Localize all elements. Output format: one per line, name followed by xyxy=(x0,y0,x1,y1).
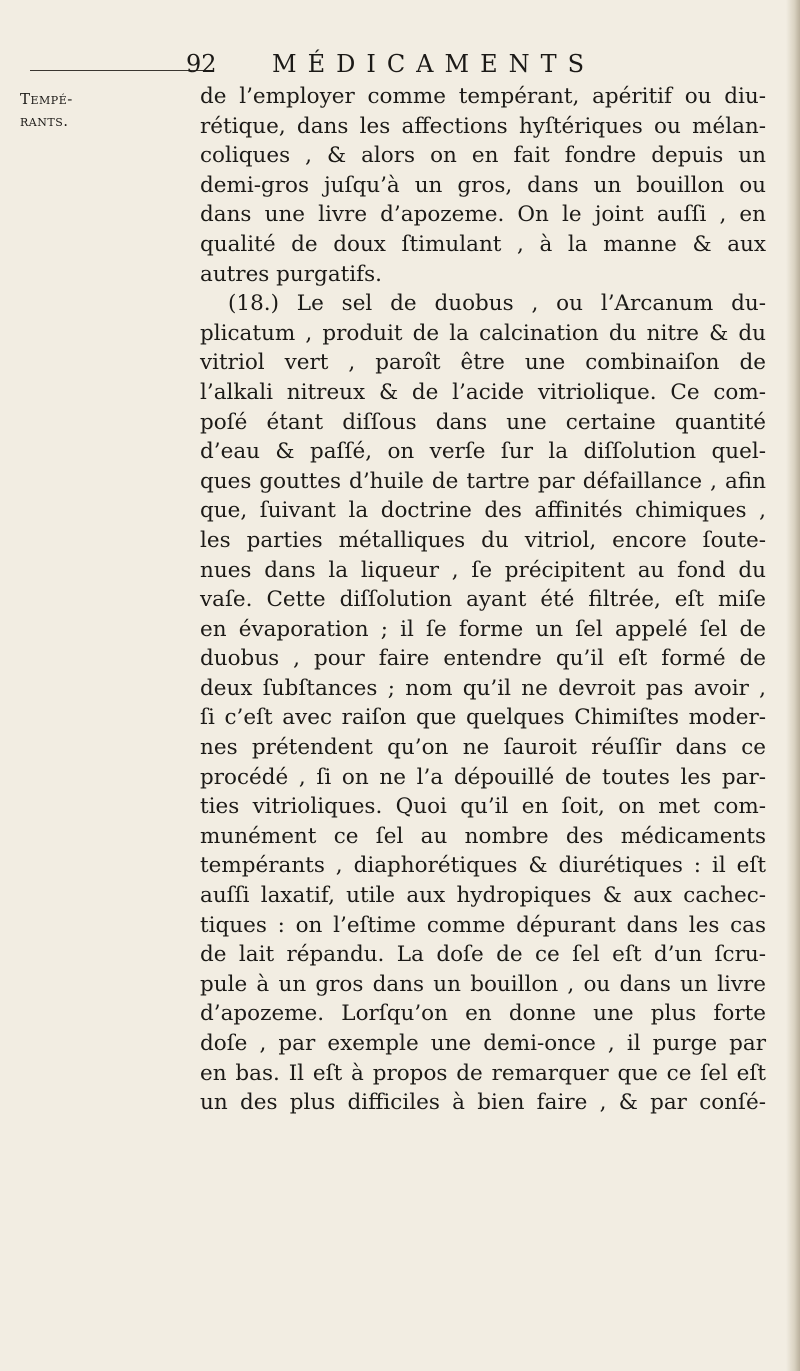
text-line: plicatum , produit de la calcination du nitre & du xyxy=(200,320,766,346)
text-line: (18.) Le sel de duobus , ou l’Arcanum du- xyxy=(228,291,766,317)
text-line: tempérants , diaphorétiques & diurétiques : il eſt xyxy=(200,853,766,879)
margin-note-line: rants. xyxy=(20,112,69,130)
text-line: ties vitrioliques. Quoi qu’il en ſoit, on met com- xyxy=(200,794,766,820)
text-line: un des plus difficiles à bien faire , & par conſé- xyxy=(200,1090,766,1116)
text-line: nes prétendent qu’on ne ſauroit réuſſir dans ce xyxy=(200,735,766,761)
text-line: en bas. Il eſt à propos de remarquer que ce ſel eſt xyxy=(200,1060,766,1086)
text-line: pule à un gros dans un bouillon , ou dans un livre xyxy=(200,971,766,997)
text-line: deux ſubſtances ; nom qu’il ne devroit pas avoir , xyxy=(200,675,766,701)
body-text xyxy=(200,82,766,1118)
text-line: de l’employer comme tempérant, apéritif ou diu- xyxy=(200,84,766,109)
margin-rule xyxy=(30,70,210,71)
text-line: poſé étant diſſous dans une certaine quantité xyxy=(200,409,766,435)
text-line: doſe , par exemple une demi-once , il purge par xyxy=(200,1031,766,1056)
text-line: vitriol vert , paroît être une combinaiſon de xyxy=(200,350,766,376)
text-line: autres purgatifs. xyxy=(200,261,382,287)
text-line: nues dans la liqueur , ſe précipitent au fond du xyxy=(200,557,766,583)
text-line: que, ſuivant la doctrine des affinités chimiques , xyxy=(200,498,766,524)
text-line: ques gouttes d’huile de tartre par défaillance , afin xyxy=(200,468,766,494)
text-line: tiques : on l’eſtime comme dépurant dans les cas xyxy=(200,912,766,938)
text-line: duobus , pour faire entendre qu’il eſt formé de xyxy=(200,646,766,672)
text-line: d’eau & paſſé, on verſe ſur la diſſolution quel- xyxy=(200,439,766,465)
text-line: ſi c’eſt avec raiſon que quelques Chimiſtes moder- xyxy=(200,705,766,731)
page-edge xyxy=(786,0,800,1371)
text-line: dans une livre d’apozeme. On le joint auſſi , en xyxy=(200,202,766,228)
text-line: auſſi laxatif, utile aux hydropiques & aux cachec- xyxy=(200,883,766,909)
text-line: munément ce ſel au nombre des médicaments xyxy=(200,823,766,849)
text-line: procédé , ſi on ne l’a dépouillé de toutes les par- xyxy=(200,764,766,790)
text-line: vaſe. Cette diſſolution ayant été filtrée, eſt miſe xyxy=(200,587,766,613)
text-line: demi-gros juſqu’à un gros, dans un bouillon ou xyxy=(200,172,766,198)
text-line: les parties métalliques du vitriol, encore ſoute- xyxy=(200,527,766,553)
text-line: en évaporation ; il ſe forme un ſel appelé ſel de xyxy=(200,616,766,642)
text-line: d’apozeme. Lorſqu’on en donne une plus forte xyxy=(200,1001,766,1027)
page-number: 92 xyxy=(186,50,217,78)
text-line: de lait répandu. La doſe de ce ſel eſt d’un ſcru- xyxy=(200,942,766,968)
text-line: l’alkali nitreux & de l’acide vitriolique. Ce com- xyxy=(200,379,766,405)
page-header xyxy=(186,48,766,80)
text-line: coliques , & alors on en fait fondre depuis un xyxy=(200,143,766,169)
text-line: rétique, dans les affections hyſtériques ou mélan- xyxy=(200,113,766,139)
text-line: qualité de doux ſtimulant , à la manne & aux xyxy=(200,231,766,257)
margin-note-line: Tempé- xyxy=(20,90,73,108)
margin-note xyxy=(20,88,130,132)
running-title: MÉDICAMENTS xyxy=(272,50,596,78)
